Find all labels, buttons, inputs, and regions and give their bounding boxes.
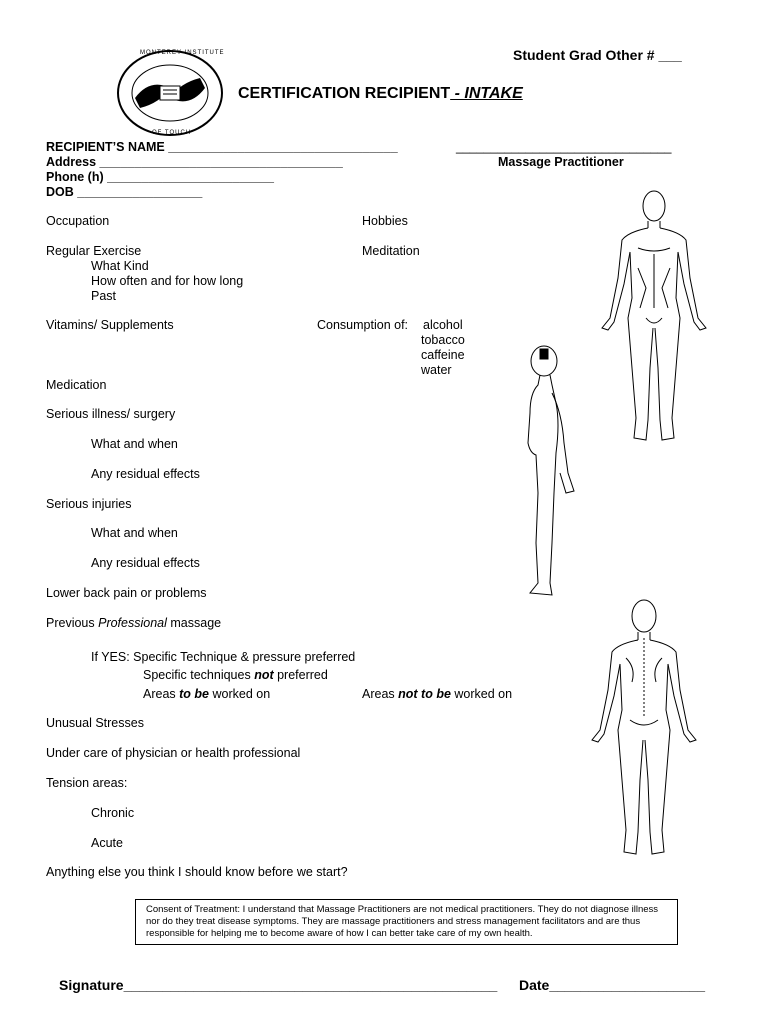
status-options: Student Grad Other # ___ <box>513 47 682 63</box>
residual-effects-label: Any residual effects <box>91 467 200 481</box>
address-field[interactable]: Address ___________________________________ <box>46 155 343 169</box>
previous-massage-label: Previous Professional massage <box>46 616 222 630</box>
if-yes-label: If YES: Specific Technique & pressure preferred <box>91 650 356 664</box>
institute-logo <box>115 48 225 138</box>
acute-label: Acute <box>91 836 123 850</box>
phone-field[interactable]: Phone (h) ________________________ <box>46 170 274 184</box>
practitioner-line[interactable]: _______________________________ <box>456 140 672 154</box>
tension-areas-label: Tension areas: <box>46 776 128 790</box>
past-label: Past <box>91 289 117 303</box>
what-when-label: What and when <box>91 526 178 540</box>
techniques-not-preferred-label: Specific techniques not preferred <box>143 668 328 682</box>
recipient-name-field[interactable]: RECIPIENT’S NAME _________________________________ <box>46 140 398 154</box>
consumption-label: Consumption of: <box>317 318 409 332</box>
hobbies-label: Hobbies <box>362 214 408 228</box>
consent-box: Consent of Treatment: I understand that Massage Practitioners are not medical practitioners. They do not diagnose illness nor do they treat disease symptoms. They are massage practitioners and stress management facilitators and are thus responsible for helping me to become aware of how I can better take care of my own health. <box>135 899 678 945</box>
consumption-item: alcohol <box>423 318 463 332</box>
consumption-item: caffeine <box>421 348 465 362</box>
meditation-label: Meditation <box>362 244 420 258</box>
how-often-label: How often and for how long <box>91 274 244 288</box>
body-back-diagram[interactable] <box>586 598 698 864</box>
logo-bottom-text: OF TOUCH <box>152 130 192 136</box>
date-field[interactable]: Date____________________ <box>519 977 706 993</box>
what-kind-label: What Kind <box>91 259 149 273</box>
anything-else-label: Anything else you think I should know before we start? <box>46 865 348 879</box>
body-side-diagram[interactable] <box>516 343 580 599</box>
consumption-item: tobacco <box>421 333 465 347</box>
consumption-item: water <box>421 363 452 377</box>
areas-to-be-label: Areas to be worked on <box>143 687 271 701</box>
residual-effects-label: Any residual effects <box>91 556 200 570</box>
vitamins-label: Vitamins/ Supplements <box>46 318 174 332</box>
medication-label: Medication <box>46 378 107 392</box>
page-title: CERTIFICATION RECIPIENT - INTAKE <box>238 85 523 102</box>
signature-field[interactable]: Signature________________________________________________ <box>59 977 498 993</box>
what-when-label: What and when <box>91 437 178 451</box>
serious-injuries-label: Serious injuries <box>46 497 132 511</box>
occupation-label: Occupation <box>46 214 110 228</box>
serious-illness-label: Serious illness/ surgery <box>46 407 176 421</box>
regular-exercise-label: Regular Exercise <box>46 244 142 258</box>
body-front-diagram[interactable] <box>598 188 710 450</box>
dob-field[interactable]: DOB __________________ <box>46 185 203 199</box>
practitioner-label: Massage Practitioner <box>498 155 624 169</box>
lower-back-label: Lower back pain or problems <box>46 586 207 600</box>
chronic-label: Chronic <box>91 806 135 820</box>
areas-not-to-be-label: Areas not to be worked on <box>362 687 513 701</box>
logo-top-text: MONTEREY INSTITUTE <box>140 50 225 56</box>
under-care-label: Under care of physician or health professional <box>46 746 301 760</box>
unusual-stresses-label: Unusual Stresses <box>46 716 144 730</box>
